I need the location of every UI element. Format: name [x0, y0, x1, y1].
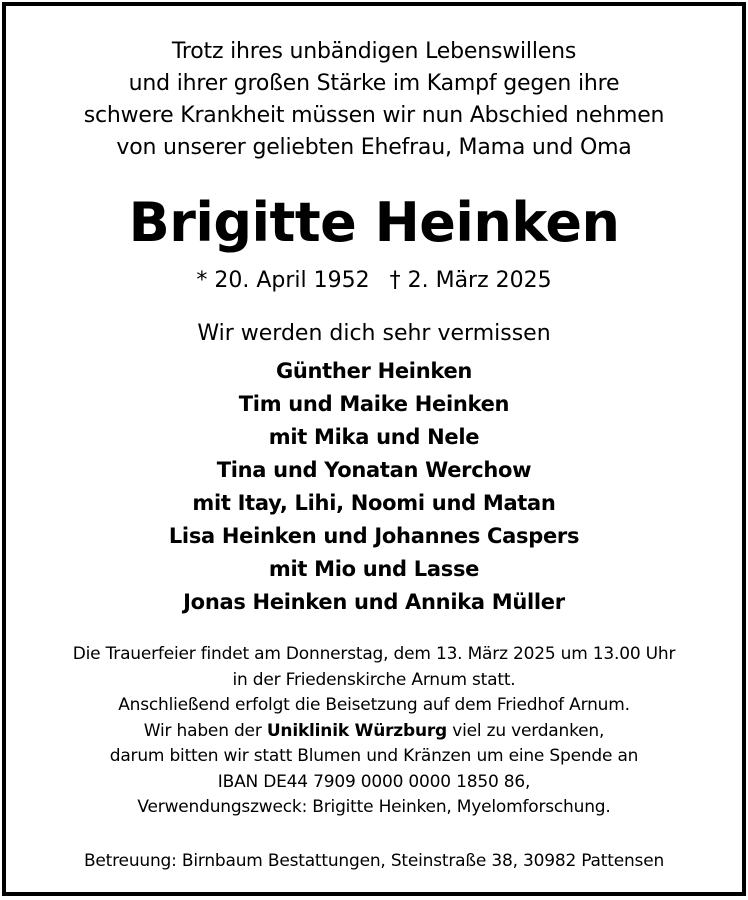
family-member: Lisa Heinken und Johannes Caspers	[168, 524, 580, 548]
family-member: mit Mika und Nele	[268, 425, 480, 449]
family-member: Günther Heinken	[275, 359, 473, 383]
notice-line: Anschließend erfolgt die Beisetzung auf dem Friedhof Arnum.	[118, 695, 630, 715]
life-dates	[6, 264, 742, 298]
intro-line: Trotz ihres unbändigen Lebenswillens	[171, 39, 577, 64]
obituary-frame	[2, 2, 746, 896]
intro-line: von unserer geliebten Ehefrau, Mama und Oma	[116, 135, 632, 160]
family-member: Tina und Yonatan Werchow	[216, 458, 532, 482]
notice-line: in der Friedenskirche Arnum statt.	[232, 669, 516, 690]
iban-line: IBAN DE44 7909 0000 0000 1850 86,	[217, 771, 531, 792]
intro-line: schwere Krankheit müssen wir nun Abschied nehmen	[83, 103, 665, 128]
notice-line	[6, 719, 742, 745]
funeral-home-line: Betreuung: Birnbaum Bestattungen, Steinstraße 38, 30982 Pattensen	[83, 851, 665, 871]
intro-line: und ihrer großen Stärke im Kampf gegen ihre	[128, 71, 620, 96]
notice-text: viel zu verdanken,	[447, 720, 605, 741]
funeral-notice	[6, 642, 742, 821]
birth-date: * 20. April 1952	[196, 268, 370, 293]
deceased-name: Brigitte Heinken	[128, 191, 620, 254]
family-member: Tim und Maike Heinken	[238, 392, 510, 416]
miss-line: Wir werden dich sehr vermissen	[197, 321, 551, 346]
family-member: mit Mio und Lasse	[268, 557, 480, 581]
family-member: Jonas Heinken und Annika Müller	[183, 590, 565, 614]
notice-text: Wir haben der	[143, 720, 267, 741]
death-date: † 2. März 2025	[389, 268, 552, 293]
family-list	[6, 355, 742, 619]
family-member: mit Itay, Lihi, Noomi und Matan	[192, 491, 556, 515]
notice-line: Die Trauerfeier findet am Donnerstag, dem 13. März 2025 um 13.00 Uhr	[72, 644, 676, 664]
purpose-line: Verwendungszweck: Brigitte Heinken, Myelomforschung.	[137, 797, 611, 817]
intro-text	[6, 36, 742, 164]
notice-line: darum bitten wir statt Blumen und Kränzen um eine Spende an	[109, 746, 639, 766]
clinic-name: Uniklinik Würzburg	[266, 720, 448, 741]
